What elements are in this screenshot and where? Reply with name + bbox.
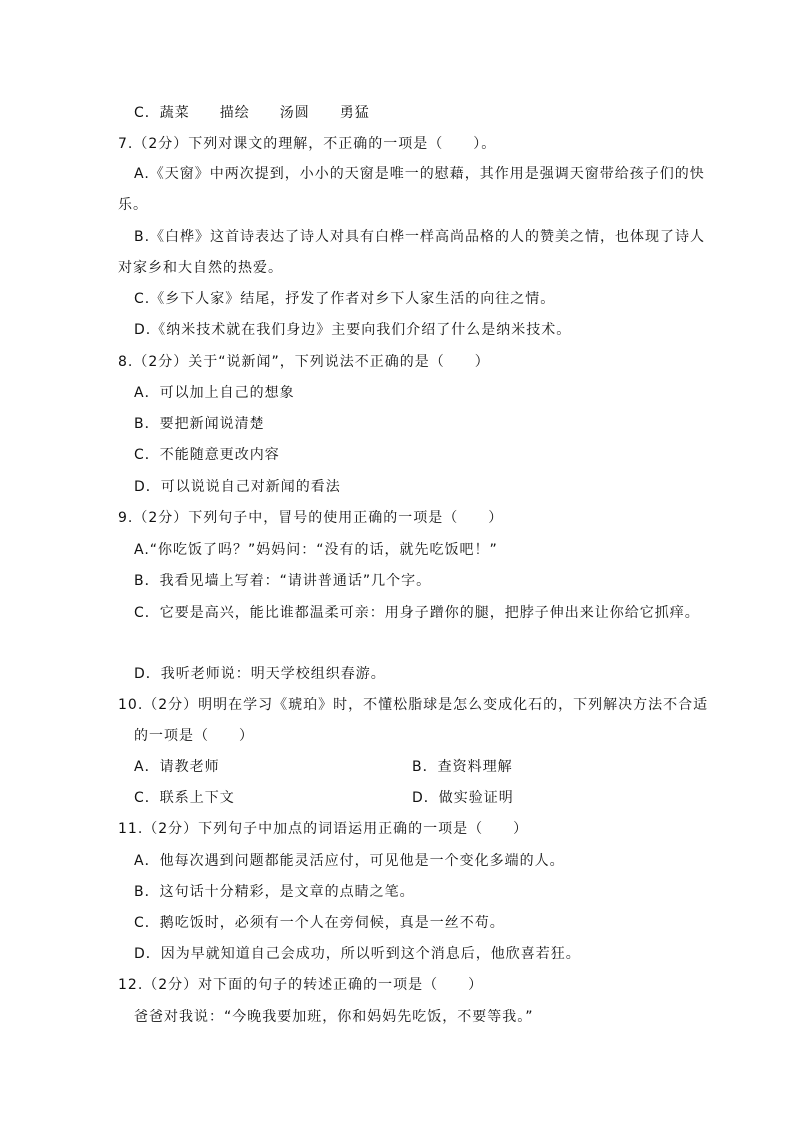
q11-stem: 11.（2分）下列句子中加点的词语运用正确的一项是（ ） <box>118 821 529 837</box>
q9-option-a: A.“你吃饭了吗？”妈妈问：“没有的话，就先吃饭吧！” <box>134 542 498 558</box>
q11-option-b: B．这句话十分精彩，是文章的点睛之笔。 <box>134 884 415 900</box>
q7-option-b: B.《白桦》这首诗表达了诗人对具有白桦一样高尚品格的人的赞美之情，也体现了诗人 <box>134 229 706 245</box>
q7-option-b-cont: 对家乡和大自然的热爱。 <box>118 260 283 276</box>
q10-option-c: C．联系上下文 <box>134 790 235 806</box>
q9-option-b: B．我看见墙上写着：“请讲普通话”几个字。 <box>134 573 432 589</box>
q12-quote: 爸爸对我说：“今晚我要加班，你和妈妈先吃饭，不要等我。” <box>134 1009 534 1025</box>
q9-option-c: C．它要是高兴，能比谁都温柔可亲：用身子蹭你的腿，把脖子伸出来让你给它抓痒。 <box>134 605 700 621</box>
q8-option-d: D．可以说说自己对新闻的看法 <box>134 479 341 495</box>
q10-option-a: A．请教老师 <box>134 759 220 775</box>
q8-option-b: B．要把新闻说清楚 <box>134 416 265 432</box>
q10-stem-cont: 的一项是（ ） <box>134 728 254 744</box>
q11-option-d: D．因为早就知道自己会成功，所以听到这个消息后，他欣喜若狂。 <box>134 946 581 962</box>
q11-option-a: A．他每次遇到问题都能灵活应付，可见他是一个变化多端的人。 <box>134 853 565 869</box>
q10-option-d: D．做实验证明 <box>412 790 514 806</box>
q8-option-a: A．可以加上自己的想象 <box>134 385 295 401</box>
q12-stem: 12.（2分）对下面的句子的转述正确的一项是（ ） <box>118 977 484 993</box>
q7-option-d: D.《纳米技术就在我们身边》主要向我们介绍了什么是纳米技术。 <box>134 322 572 338</box>
q11-option-c: C．鹅吃饭时，必须有一个人在旁伺候，真是一丝不苟。 <box>134 915 505 931</box>
q10-option-b: B．查资料理解 <box>412 759 513 775</box>
q9-stem: 9.（2分）下列句子中，冒号的使用正确的一项是（ ） <box>118 510 504 526</box>
q7-option-a-cont: 乐。 <box>118 197 148 213</box>
q6-option-c: C．蔬菜 描绘 汤圆 勇猛 <box>134 105 370 121</box>
q8-option-c: C．不能随意更改内容 <box>134 447 280 463</box>
q7-option-c: C.《乡下人家》结尾，抒发了作者对乡下人家生活的向往之情。 <box>134 291 556 307</box>
q8-stem: 8.（2分）关于“说新闻”，下列说法不正确的是（ ） <box>118 354 490 370</box>
q9-option-d: D．我听老师说：明天学校组织春游。 <box>134 666 386 682</box>
q10-stem: 10.（2分）明明在学习《琥珀》时，不懂松脂球是怎么变成化石的，下列解决方法不合适 <box>118 697 709 713</box>
q7-option-a: A.《天窗》中两次提到，小小的天窗是唯一的慰藉，其作用是强调天窗带给孩子们的快 <box>134 166 705 182</box>
q7-stem: 7.（2分）下列对课文的理解，不正确的一项是（ ）。 <box>118 136 497 152</box>
